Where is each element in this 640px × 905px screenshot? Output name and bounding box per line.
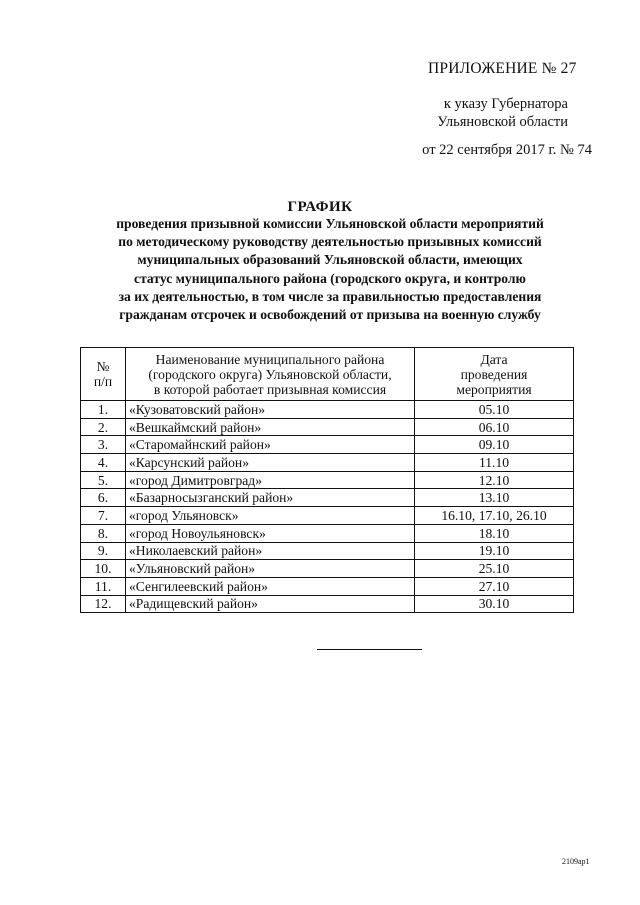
table-row bbox=[81, 560, 574, 578]
table-header-row bbox=[81, 348, 574, 401]
header-date-line: мероприятия bbox=[456, 381, 532, 397]
subtitle-line: по методическому руководству деятельностью призывных комиссий bbox=[118, 234, 542, 250]
document-stamp: 2109ap1 bbox=[562, 857, 590, 866]
header-number-line: п/п bbox=[93, 374, 113, 389]
subtitle-line: муниципальных образований Ульяновской области, имеющих bbox=[137, 252, 523, 268]
row-date: 09.10 bbox=[415, 436, 574, 454]
row-number: 6. bbox=[81, 489, 126, 507]
row-number: 4. bbox=[81, 454, 126, 472]
table-row bbox=[81, 401, 574, 419]
row-number: 9. bbox=[81, 542, 126, 560]
row-district: «Радищевский район» bbox=[126, 595, 415, 613]
header-district bbox=[126, 348, 415, 401]
row-district: «Карсунский район» bbox=[126, 454, 415, 472]
row-number: 8. bbox=[81, 524, 126, 542]
row-date: 19.10 bbox=[415, 542, 574, 560]
table-row bbox=[81, 542, 574, 560]
row-district: «Базарносызганский район» bbox=[126, 489, 415, 507]
row-district: «Вешкаймский район» bbox=[126, 418, 415, 436]
header-date-line: проведения bbox=[460, 366, 528, 382]
row-number: 5. bbox=[81, 471, 126, 489]
closing-line bbox=[317, 649, 422, 650]
row-number: 2. bbox=[81, 418, 126, 436]
subtitle-line: за их деятельностью, в том числе за правильностью предоставления bbox=[118, 288, 542, 304]
table-row bbox=[81, 595, 574, 613]
table-row bbox=[81, 489, 574, 507]
row-date: 27.10 bbox=[415, 577, 574, 595]
row-district: «Старомайнский район» bbox=[126, 436, 415, 454]
header-district-line: в которой работает призывная комиссия bbox=[153, 381, 387, 397]
row-district: «город Новоульяновск» bbox=[126, 524, 415, 542]
row-date: 18.10 bbox=[415, 524, 574, 542]
table-row bbox=[81, 524, 574, 542]
row-number: 10. bbox=[81, 560, 126, 578]
table-row bbox=[81, 577, 574, 595]
row-district: «город Ульяновск» bbox=[126, 507, 415, 525]
row-district: «Кузоватовский район» bbox=[126, 401, 415, 419]
row-date: 13.10 bbox=[415, 489, 574, 507]
header-district-line: (городского округа) Ульяновской области, bbox=[148, 366, 392, 382]
table-row bbox=[81, 507, 574, 525]
subtitle-line: гражданам отсрочек и освобождений от призыва на военную службу bbox=[119, 307, 541, 323]
row-date: 06.10 bbox=[415, 418, 574, 436]
row-date: 16.10, 17.10, 26.10 bbox=[415, 507, 574, 525]
row-district: «Николаевский район» bbox=[126, 542, 415, 560]
row-date: 11.10 bbox=[415, 454, 574, 472]
decree-reference-line: к указу Губернатора bbox=[443, 96, 568, 112]
row-number: 12. bbox=[81, 595, 126, 613]
header-date bbox=[415, 348, 574, 401]
table-row bbox=[81, 436, 574, 454]
decree-date: от 22 сентября 2017 г. № 74 bbox=[422, 142, 592, 158]
row-date: 05.10 bbox=[415, 401, 574, 419]
row-number: 7. bbox=[81, 507, 126, 525]
table-row bbox=[81, 454, 574, 472]
row-number: 1. bbox=[81, 401, 126, 419]
subtitle-line: статус муниципального района (городского округа, и контролю bbox=[134, 270, 526, 286]
row-date: 25.10 bbox=[415, 560, 574, 578]
table-row bbox=[81, 418, 574, 436]
header-number bbox=[81, 348, 126, 401]
header-number-line: № bbox=[96, 359, 110, 374]
row-district: «Сенгилеевский район» bbox=[126, 577, 415, 595]
row-number: 11. bbox=[81, 577, 126, 595]
row-district: «Ульяновский район» bbox=[126, 560, 415, 578]
header-date-line: Дата bbox=[480, 351, 508, 367]
document-subtitle bbox=[80, 215, 580, 324]
subtitle-line: проведения призывной комиссии Ульяновской области мероприятий bbox=[116, 216, 544, 231]
decree-reference-line: Ульяновской области bbox=[437, 114, 568, 130]
header-district-line: Наименование муниципального района bbox=[155, 351, 385, 367]
table-row bbox=[81, 471, 574, 489]
document-title: ГРАФИК bbox=[287, 199, 353, 215]
row-number: 3. bbox=[81, 436, 126, 454]
row-district: «город Димитровград» bbox=[126, 471, 415, 489]
appendix-number: ПРИЛОЖЕНИЕ № 27 bbox=[428, 60, 577, 77]
row-date: 30.10 bbox=[415, 595, 574, 613]
row-date: 12.10 bbox=[415, 471, 574, 489]
schedule-table bbox=[80, 347, 574, 613]
